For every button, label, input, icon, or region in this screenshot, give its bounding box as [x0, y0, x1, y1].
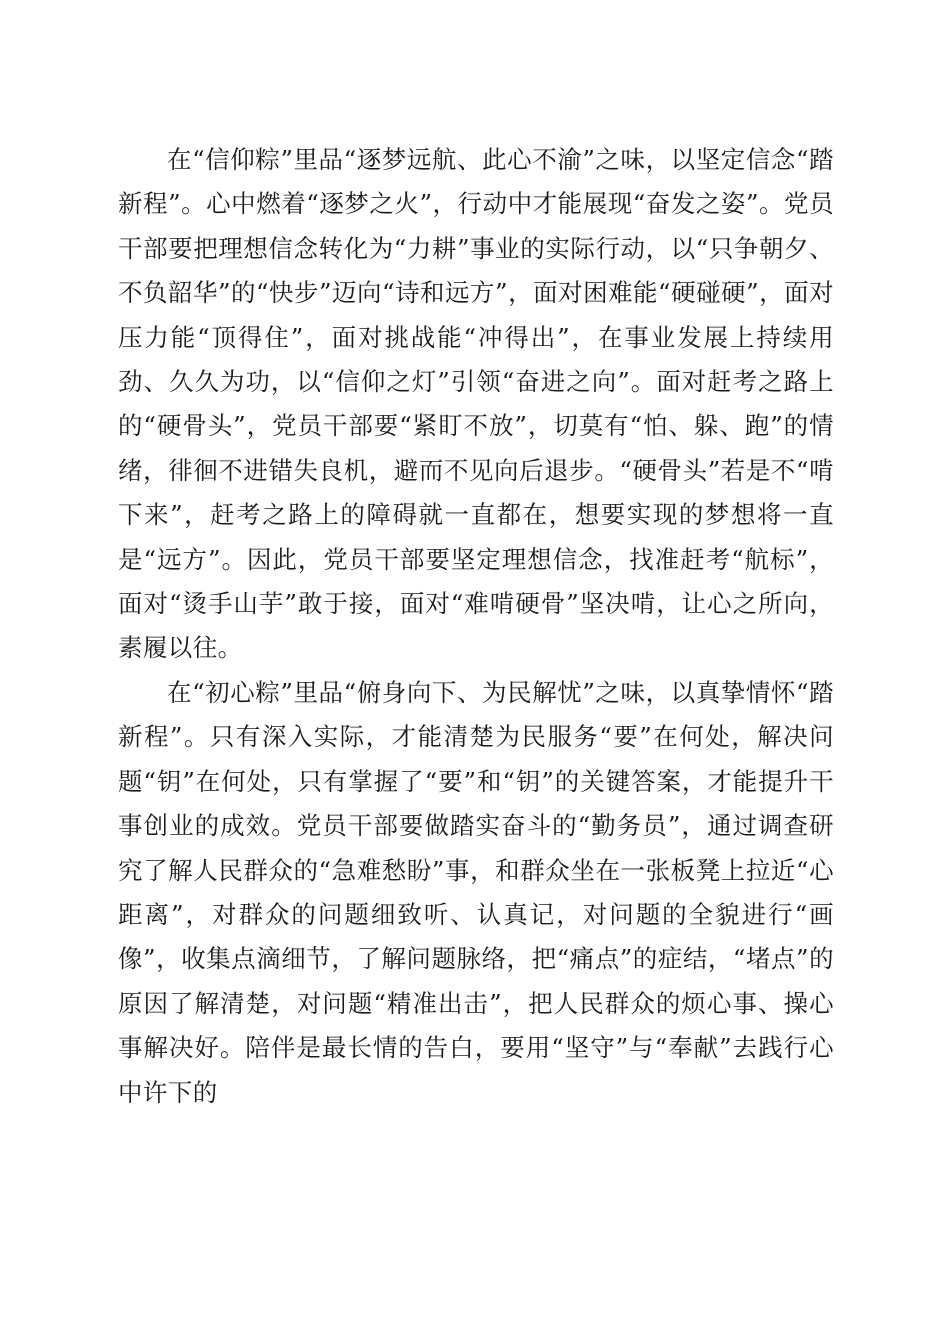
- document-body: [118, 138, 834, 1115]
- paragraph-original-aspiration: 在“初心粽”里品“俯身向下、为民解忧”之味，以真挚情怀“踏新程”。只有深入实际，才能清楚为民服务“要”在何处，解决问题“钥”在何处，只有掌握了“要”和“钥”的关键答案，才能提升干事创业的成效。党员干部要做踏实奋斗的“勤务员”，通过调查研究了解人民群众的“急难愁盼”事，和群众坐在一张板凳上拉近“心距离”，对群众的问题细致听、认真记，对问题的全貌进行“画像”，收集点滴细节，了解问题脉络，把“痛点”的症结，“堵点”的原因了解清楚，对问题“精准出击”，把人民群众的烦心事、操心事解决好。陪伴是最长情的告白，要用“坚守”与“奉献”去践行心中许下的: [118, 677, 834, 1107]
- paragraph-belief: 在“信仰粽”里品“逐梦远航、此心不渝”之味，以坚定信念“踏新程”。心中燃着“逐梦之火”，行动中才能展现“奋发之姿”。党员干部要把理想信念转化为“力耕”事业的实际行动，以“只争朝夕、不负韶华”的“快步”迈向“诗和远方”，面对困难能“硬碰硬”，面对压力能“顶得住”，面对挑战能“冲得出”，在事业发展上持续用劲、久久为功，以“信仰之灯”引领“奋进之向”。面对赶考之路上的“硬骨头”，党员干部要“紧盯不放”，切莫有“怕、躲、跑”的情绪，徘徊不进错失良机，避而不见向后退步。“硬骨头”若是不“啃下来”，赶考之路上的障碍就一直都在，想要实现的梦想将一直是“远方”。因此，党员干部要坚定理想信念，找准赶考“航标”，面对“烫手山芋”敢于接，面对“难啃硬骨”坚决啃，让心之所向，素履以往。: [118, 145, 834, 663]
